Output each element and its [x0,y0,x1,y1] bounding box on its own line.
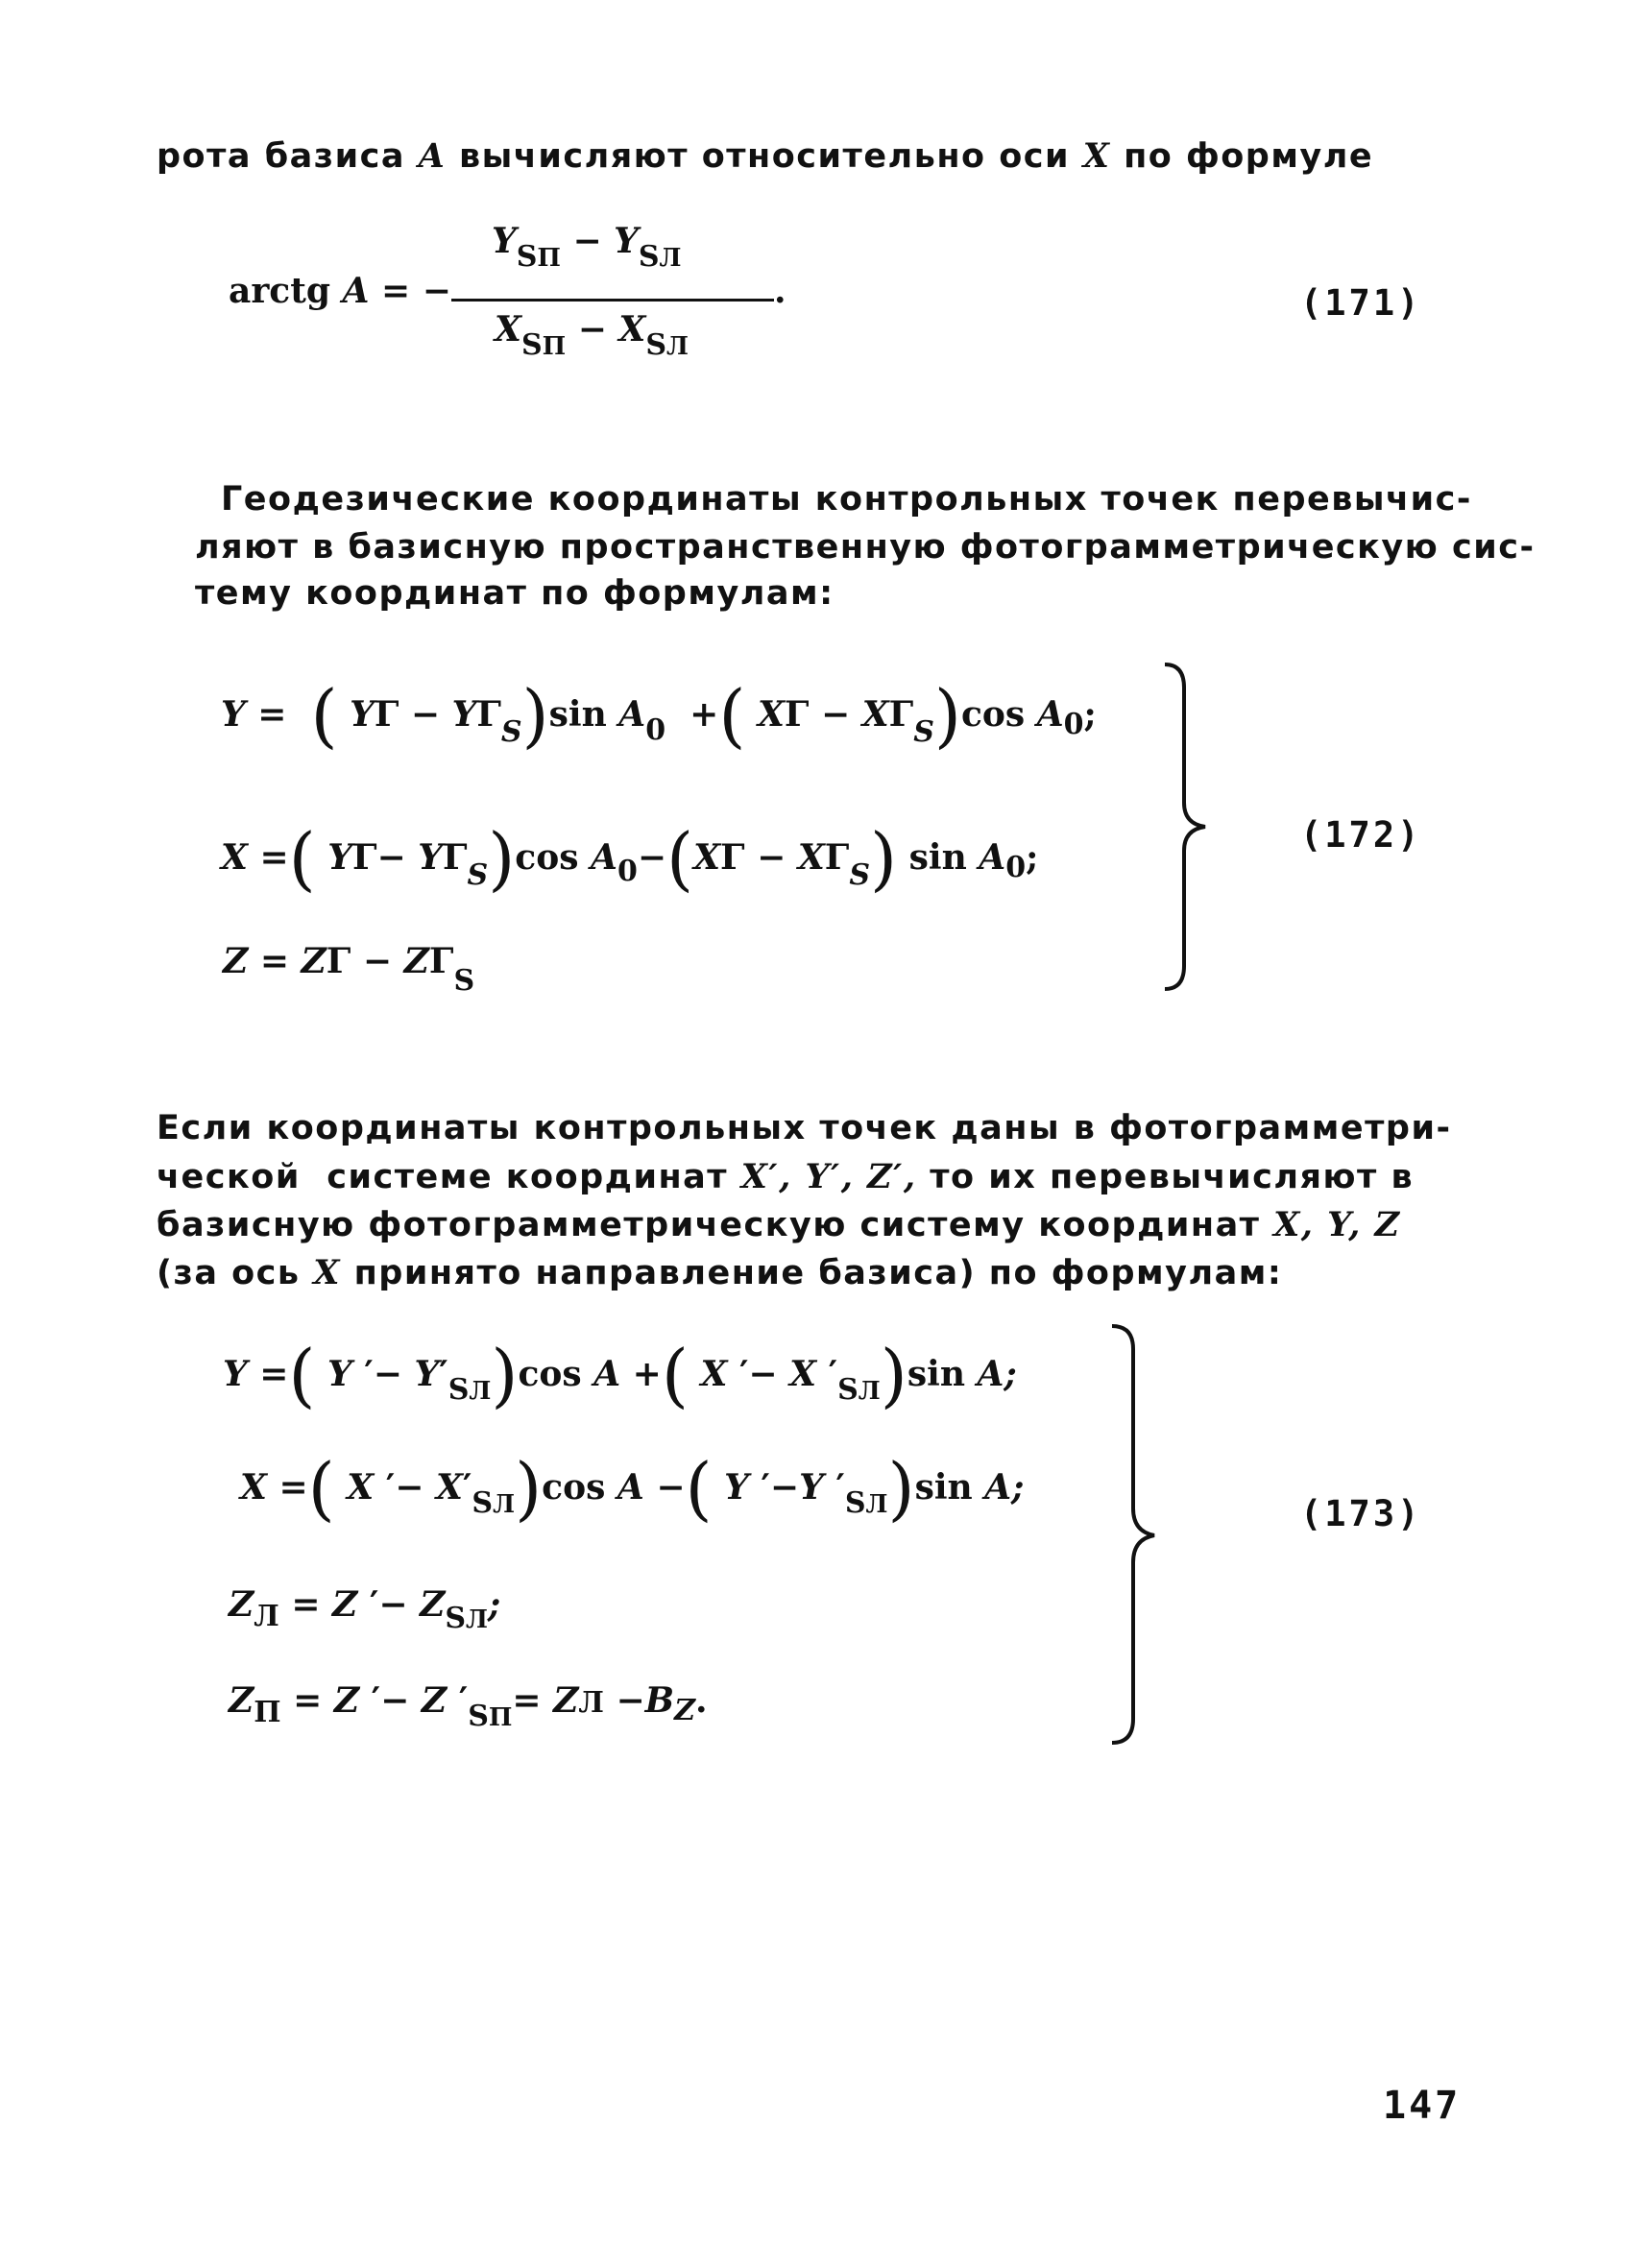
equation-number: (172) [1300,814,1422,856]
equation-number: (173) [1300,1493,1422,1534]
equation-number: (171) [1300,282,1422,324]
page-number: 147 [1383,2084,1462,2128]
paragraph-line: базисную фотограмметрическую систему координат X, Y, Z [157,1205,1401,1244]
paragraph-line: ческой системе координат X′, Y′, Z′, то их перевычисляют в [157,1157,1415,1196]
equation-line: Y =( Y ′− $Y'_{SЛ})\cos$ A +( X ′− X $'_{SЛ})\sin$ A; [223,1335,1017,1415]
equation-line: $Z = Z\Gamma - Z\Gamma_S$ [223,941,475,998]
paragraph-line: Геодезические координаты контрольных точек перевычис- [221,480,1472,519]
paragraph-line: рота базиса A вычисляют относительно оси X по формуле [157,136,1374,176]
fraction-numerator: $Y_{SП} - Y_{SЛ}$ [492,221,682,274]
equation-line: $Z_П = Z$ ′− Z $'_{SП}=$ ZЛ $-B_Z$. [229,1680,708,1733]
equation-lhs: arctg A = − [229,271,451,311]
fraction-bar [451,299,774,302]
paragraph-line: (за ось X принято направление базиса) по формулам: [157,1253,1283,1292]
paragraph-line: Если координаты контрольных точек даны в фотограмметри- [157,1109,1452,1147]
right-brace [1157,659,1215,995]
equation-line: Y = ( $Y\Gamma - Y\Gamma_S)\sin$ $A_0$ +( $X\Gamma - X\Gamma_S)\cos$ $A_0$; [221,675,1097,756]
paragraph-line: ляют в базисную пространственную фотограмметрическую сис- [195,528,1536,567]
fraction-dot: . [774,271,786,311]
equation-line: $Z_Л = Z$ ′− $Z_{SЛ}$; [229,1584,501,1635]
equation-line: X =( X ′− $X'_{SЛ})\cos$ A −( Y ′−Y $'_{SЛ})\sin$ A; [240,1448,1025,1529]
right-brace [1104,1320,1162,1748]
paragraph-line: тему координат по формулам: [195,574,835,613]
equation-line: X =( $Y\Gamma- Y\Gamma_S)\cos$ $A_0-(X\Gamma - X\Gamma_S)$ $\sin A_0$; [221,818,1039,899]
fraction-denominator: $X_{SП} - X_{SЛ}$ [495,309,689,362]
